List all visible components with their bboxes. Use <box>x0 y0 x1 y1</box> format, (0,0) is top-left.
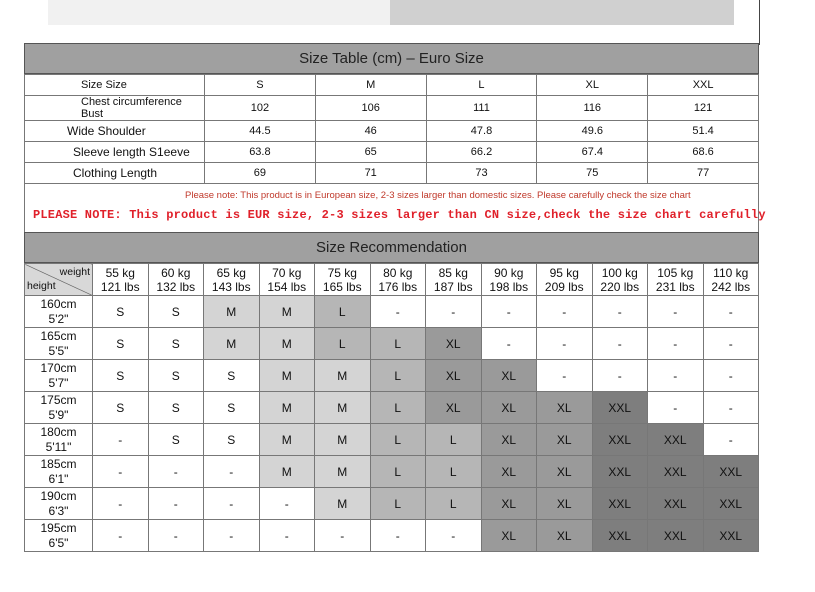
weight-kg: 110 kg <box>713 265 749 280</box>
size-table-title: Size Table (cm) – Euro Size <box>24 43 759 74</box>
size-cell: S <box>93 360 149 392</box>
size-cell: - <box>537 328 593 360</box>
size-cell: - <box>703 328 759 360</box>
weight-lbs: 154 lbs <box>267 279 307 294</box>
height-label: height <box>27 280 56 292</box>
weight-lbs: 143 lbs <box>211 279 251 294</box>
size-cell: M <box>259 360 315 392</box>
weight-kg: 85 kg <box>438 265 468 280</box>
height-ft: 5'2" <box>48 311 69 326</box>
weight-kg: 80 kg <box>383 265 413 280</box>
cell: 66.2 <box>426 142 537 163</box>
weight-kg: 65 kg <box>216 265 246 280</box>
size-cell: L <box>370 328 426 360</box>
size-sheet <box>24 43 766 552</box>
size-cell: M <box>315 456 371 488</box>
size-cell: M <box>204 296 260 328</box>
height-row <box>25 360 759 392</box>
cell: 46 <box>315 121 426 142</box>
divider-line <box>759 0 760 45</box>
size-cell: - <box>426 296 482 328</box>
height-row <box>25 392 759 424</box>
size-cell: L <box>370 424 426 456</box>
row-label: Clothing Length <box>25 163 205 184</box>
size-cell: XXL <box>648 456 704 488</box>
weight-lbs: 220 lbs <box>600 279 640 294</box>
size-cell: - <box>204 456 260 488</box>
height-ft: 6'3" <box>48 503 69 518</box>
size-cell: M <box>259 296 315 328</box>
height-cm: 180cm <box>40 424 77 439</box>
weight-lbs: 209 lbs <box>544 279 584 294</box>
size-cell: XL <box>426 392 482 424</box>
size-cell: L <box>370 488 426 520</box>
size-cell: - <box>148 456 204 488</box>
size-cell: M <box>204 328 260 360</box>
size-cell: S <box>148 328 204 360</box>
size-cell: - <box>93 520 149 552</box>
cell: 77 <box>648 163 759 184</box>
size-cell: S <box>148 424 204 456</box>
size-cell: XL <box>481 456 537 488</box>
size-cell: - <box>370 296 426 328</box>
height-ft: 5'5" <box>48 343 69 358</box>
size-cell: M <box>315 360 371 392</box>
weight-kg: 95 kg <box>549 265 579 280</box>
weight-col-header <box>648 264 704 296</box>
size-cell: XXL <box>648 424 704 456</box>
size-cell: S <box>204 360 260 392</box>
cell: 63.8 <box>205 142 316 163</box>
size-cell: - <box>148 520 204 552</box>
size-cell: - <box>315 520 371 552</box>
size-cell: - <box>537 296 593 328</box>
size-row-length <box>25 163 759 184</box>
size-cell: XL <box>481 424 537 456</box>
size-cell: XL <box>537 520 593 552</box>
size-cell: - <box>703 424 759 456</box>
cell: 75 <box>537 163 648 184</box>
weight-col-header <box>204 264 260 296</box>
weight-col-header <box>537 264 593 296</box>
size-cell: XXL <box>592 520 648 552</box>
size-col-m: M <box>315 75 426 96</box>
note-small: Please note: This product is in European size, 2-3 sizes larger than domestic sizes. Please carefully check the size chart <box>185 190 691 201</box>
size-cell: - <box>370 520 426 552</box>
size-cell: - <box>93 424 149 456</box>
height-ft: 5'11" <box>45 439 72 454</box>
size-cell: M <box>259 424 315 456</box>
top-image-strip-left <box>48 0 390 25</box>
height-ft: 5'7" <box>48 375 69 390</box>
size-cell: - <box>648 328 704 360</box>
weight-col-header <box>93 264 149 296</box>
height-row <box>25 424 759 456</box>
size-cell: - <box>204 520 260 552</box>
size-cell: XL <box>537 424 593 456</box>
height-row-header <box>25 328 93 360</box>
weight-kg: 90 kg <box>494 265 524 280</box>
size-cell: - <box>703 392 759 424</box>
size-table <box>24 74 759 184</box>
size-cell: M <box>315 488 371 520</box>
size-cell: XL <box>426 328 482 360</box>
size-cell: - <box>481 296 537 328</box>
height-cm: 185cm <box>40 456 77 471</box>
weight-col-header <box>592 264 648 296</box>
size-cell: M <box>259 328 315 360</box>
size-cell: XL <box>537 456 593 488</box>
size-cell: XXL <box>703 520 759 552</box>
cell: 65 <box>315 142 426 163</box>
size-cell: - <box>204 488 260 520</box>
size-cell: L <box>315 296 371 328</box>
height-row <box>25 296 759 328</box>
height-row <box>25 520 759 552</box>
size-cell: XL <box>481 392 537 424</box>
weight-lbs: 176 lbs <box>378 279 418 294</box>
size-cell: M <box>259 456 315 488</box>
size-cell: XXL <box>592 392 648 424</box>
weight-kg: 100 kg <box>601 265 638 280</box>
notes-area <box>24 184 766 232</box>
size-cell: XXL <box>648 520 704 552</box>
recommendation-table <box>24 263 759 552</box>
size-col-s: S <box>205 75 316 96</box>
height-row <box>25 328 759 360</box>
size-cell: S <box>93 328 149 360</box>
size-cell: M <box>259 392 315 424</box>
size-cell: S <box>148 360 204 392</box>
size-cell: L <box>370 392 426 424</box>
size-cell: - <box>703 296 759 328</box>
weight-col-header <box>426 264 482 296</box>
cell: 51.4 <box>648 121 759 142</box>
row-label: Wide Shoulder <box>25 121 205 142</box>
top-image-strip-right <box>390 0 734 25</box>
size-header-label: Size Size <box>25 75 205 96</box>
size-cell: - <box>592 360 648 392</box>
size-cell: - <box>481 328 537 360</box>
height-row-header <box>25 488 93 520</box>
size-cell: L <box>426 488 482 520</box>
size-cell: - <box>648 296 704 328</box>
size-cell: S <box>148 392 204 424</box>
size-cell: S <box>148 296 204 328</box>
size-cell: - <box>592 296 648 328</box>
size-col-xxl: XXL <box>648 75 759 96</box>
size-row-sleeve <box>25 142 759 163</box>
size-cell: XL <box>481 488 537 520</box>
size-cell: - <box>259 520 315 552</box>
size-cell: - <box>93 488 149 520</box>
size-cell: XXL <box>592 424 648 456</box>
weight-col-header <box>259 264 315 296</box>
cell: 106 <box>315 96 426 121</box>
size-cell: XXL <box>592 488 648 520</box>
height-row-header <box>25 424 93 456</box>
height-ft: 6'5" <box>48 535 69 550</box>
weight-header-row <box>25 264 759 296</box>
weight-col-header <box>148 264 204 296</box>
size-cell: - <box>426 520 482 552</box>
weight-kg: 75 kg <box>327 265 357 280</box>
size-cell: S <box>93 296 149 328</box>
size-cell: XL <box>481 360 537 392</box>
weight-lbs: 231 lbs <box>655 279 695 294</box>
height-ft: 6'1" <box>48 471 69 486</box>
cell: 49.6 <box>537 121 648 142</box>
size-row-shoulder <box>25 121 759 142</box>
weight-lbs: 187 lbs <box>433 279 473 294</box>
note-large: PLEASE NOTE: This product is EUR size, 2-3 sizes larger than CN size,check the size chart carefully <box>33 208 766 222</box>
size-cell: XXL <box>592 456 648 488</box>
row-label: Sleeve length S1eeve <box>25 142 205 163</box>
height-row-header <box>25 360 93 392</box>
weight-kg: 105 kg <box>657 265 694 280</box>
size-cell: - <box>648 392 704 424</box>
cell: 116 <box>537 96 648 121</box>
row-label: Chest circumference Bust <box>25 96 205 121</box>
weight-kg: 60 kg <box>161 265 191 280</box>
size-cell: - <box>592 328 648 360</box>
cell: 73 <box>426 163 537 184</box>
size-cell: - <box>259 488 315 520</box>
weight-col-header <box>703 264 759 296</box>
cell: 69 <box>205 163 316 184</box>
cell: 44.5 <box>205 121 316 142</box>
size-cell: M <box>315 392 371 424</box>
size-cell: L <box>315 328 371 360</box>
weight-kg: 70 kg <box>272 265 302 280</box>
height-cm: 170cm <box>40 360 77 375</box>
size-cell: L <box>370 456 426 488</box>
weight-label: weight <box>59 266 90 278</box>
weight-col-header <box>315 264 371 296</box>
size-cell: XXL <box>703 488 759 520</box>
cell: 102 <box>205 96 316 121</box>
size-cell: L <box>426 456 482 488</box>
height-cm: 175cm <box>40 392 77 407</box>
height-cm: 190cm <box>40 488 77 503</box>
height-cm: 195cm <box>40 520 77 535</box>
cell: 71 <box>315 163 426 184</box>
height-row-header <box>25 296 93 328</box>
height-row-header <box>25 392 93 424</box>
size-cell: L <box>370 360 426 392</box>
weight-lbs: 242 lbs <box>711 279 751 294</box>
cell: 47.8 <box>426 121 537 142</box>
size-row-chest <box>25 96 759 121</box>
weight-lbs: 198 lbs <box>489 279 529 294</box>
size-col-l: L <box>426 75 537 96</box>
size-cell: XL <box>537 392 593 424</box>
size-cell: - <box>703 360 759 392</box>
weight-lbs: 165 lbs <box>322 279 362 294</box>
size-cell: XL <box>481 520 537 552</box>
weight-lbs: 132 lbs <box>156 279 196 294</box>
height-row-header <box>25 520 93 552</box>
weight-col-header <box>370 264 426 296</box>
height-row <box>25 488 759 520</box>
size-cell: L <box>426 424 482 456</box>
size-cell: - <box>648 360 704 392</box>
size-table-header-row <box>25 75 759 96</box>
size-cell: - <box>537 360 593 392</box>
cell: 111 <box>426 96 537 121</box>
size-cell: - <box>148 488 204 520</box>
size-col-xl: XL <box>537 75 648 96</box>
size-cell: S <box>204 392 260 424</box>
height-cm: 160cm <box>40 296 77 311</box>
size-cell: - <box>93 456 149 488</box>
height-row-header <box>25 456 93 488</box>
cell: 68.6 <box>648 142 759 163</box>
height-row <box>25 456 759 488</box>
height-ft: 5'9" <box>48 407 69 422</box>
size-cell: XL <box>537 488 593 520</box>
size-cell: M <box>315 424 371 456</box>
recommendation-title: Size Recommendation <box>24 232 759 263</box>
size-cell: XL <box>426 360 482 392</box>
size-cell: XXL <box>648 488 704 520</box>
weight-lbs: 121 lbs <box>100 279 140 294</box>
size-cell: S <box>204 424 260 456</box>
height-cm: 165cm <box>40 328 77 343</box>
weight-col-header <box>481 264 537 296</box>
diagonal-header-cell <box>25 264 93 296</box>
cell: 67.4 <box>537 142 648 163</box>
size-cell: XXL <box>703 456 759 488</box>
size-cell: S <box>93 392 149 424</box>
weight-kg: 55 kg <box>105 265 135 280</box>
cell: 121 <box>648 96 759 121</box>
